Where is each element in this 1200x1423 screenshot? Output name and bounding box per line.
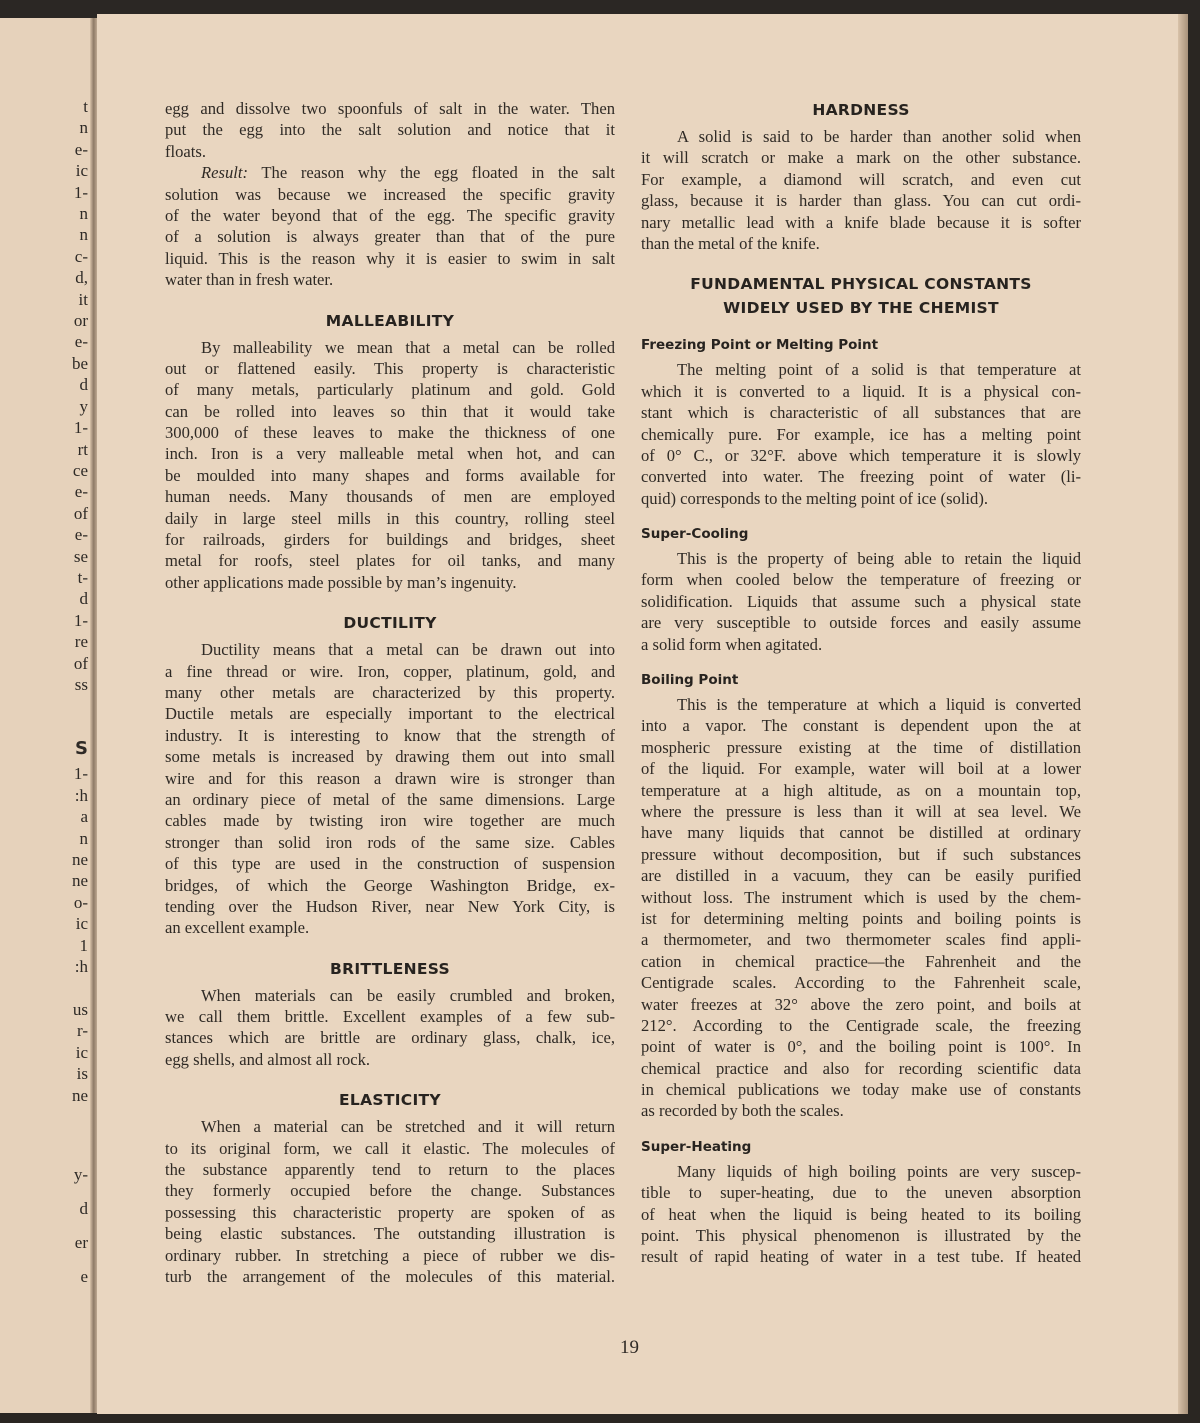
fragment-line: ic xyxy=(75,161,88,181)
text-line: converted into water. The freezing point of water (li- xyxy=(641,467,1081,487)
paragraph xyxy=(165,98,615,162)
fragment-line: of xyxy=(73,653,88,673)
text-line: industry. It is interesting to know that the strength of xyxy=(165,725,615,745)
fragment-line: ic xyxy=(75,914,88,934)
text-line: floats. xyxy=(165,141,207,161)
paragraph xyxy=(641,1161,1081,1268)
fragment-line: t xyxy=(83,97,88,116)
text-line: of many metals, particularly platinum and gold. Gold xyxy=(165,380,615,400)
text-line: of a solution is always greater than that of the pure xyxy=(165,227,615,247)
text-line: solidification. Liquids that assume such a physical state xyxy=(641,591,1081,611)
text-line: some metals is increased by drawing them out into small xyxy=(165,747,615,767)
fragment-line: ne xyxy=(71,850,88,870)
section-heading: WIDELY USED BY THE CHEMIST xyxy=(723,299,999,318)
text-line: the substance apparently tend to return to the places xyxy=(165,1160,615,1180)
text-line: water freezes at 32° above the zero point, and boils at xyxy=(641,994,1081,1014)
fragment-line: c- xyxy=(74,246,88,266)
text-line: chemically pure. For example, ice has a melting point xyxy=(641,424,1081,444)
text-line: of the water beyond that of the egg. The specific gravity xyxy=(165,205,615,225)
text-line: a fine thread or wire. Iron, copper, platinum, gold, and xyxy=(165,661,615,681)
text-line: ist for determining melting points and boiling points is xyxy=(641,908,1081,928)
text-line: as recorded by both the scales. xyxy=(641,1101,844,1121)
subsection-heading: Super-Heating xyxy=(641,1138,752,1155)
text-line: cation in chemical practice—the Fahrenheit and the xyxy=(641,951,1081,971)
text-line: Ductility means that a metal can be drawn out into xyxy=(201,640,615,660)
text-line: than the metal of the knife. xyxy=(641,233,820,253)
fragment-line: 1- xyxy=(73,764,88,784)
fragment-line: se xyxy=(73,546,88,566)
text-line: glass, because it is harder than glass. You can cut ordi- xyxy=(641,191,1081,211)
fragment-line: ne xyxy=(71,871,88,891)
fragment-line: or xyxy=(73,311,88,331)
text-line: pressure without decomposition, but if such substances xyxy=(641,844,1081,864)
text-line: point of water is 0°, and the boiling point is 100°. In xyxy=(641,1037,1081,1057)
text-line: egg and dissolve two spoonfuls of salt in the water. Then xyxy=(165,99,615,118)
text-line: mospheric pressure existing at the time of distillation xyxy=(641,737,1081,757)
fragment-line: is xyxy=(76,1064,88,1084)
text-line: into a vapor. The constant is dependent upon the at xyxy=(641,716,1081,736)
text-line: Many liquids of high boiling points are very suscep- xyxy=(677,1161,1081,1181)
fragment-line: d, xyxy=(75,268,88,288)
subsection-heading: Boiling Point xyxy=(641,672,739,689)
paragraph xyxy=(165,1116,615,1287)
text-line: to its original form, we call it elastic. The molecules of xyxy=(165,1138,615,1158)
text-line: solution was because we increased the specific gravity xyxy=(165,184,615,204)
text-line: human needs. Many thousands of men are employed xyxy=(165,487,615,507)
fragment-line: of xyxy=(73,503,88,523)
text-line: which it is converted to a liquid. It is a physical con- xyxy=(641,381,1081,401)
text-line: many other metals are characterized by this property. xyxy=(165,682,615,702)
text-line: can be rolled into leaves so thin that it would take xyxy=(165,401,615,421)
section-heading: HARDNESS xyxy=(812,101,910,119)
text-line: be moulded into many shapes and forms available for xyxy=(165,465,615,485)
text-line: are very susceptible to outside forces and easily assume xyxy=(641,613,1081,633)
text-line: The melting point of a solid is that temperature at xyxy=(677,360,1081,380)
text-line: Ductile metals are especially important to the electrical xyxy=(165,704,615,724)
fragment-line: o- xyxy=(73,892,88,912)
text-line: quid) corresponds to the melting point of ice (solid). xyxy=(641,488,989,508)
fragment-line: re xyxy=(74,632,88,652)
text-line: for railroads, girders for buildings and bridges, sheet xyxy=(165,530,615,550)
left-page-text-fragments xyxy=(72,96,88,695)
fragment-line: 1- xyxy=(73,418,88,438)
text-line: This is the property of being able to retain the liquid xyxy=(677,549,1081,569)
text-line: water than in fresh water. xyxy=(165,270,334,290)
paragraph xyxy=(641,548,1081,655)
text-line: This is the temperature at which a liquid is converted xyxy=(677,695,1081,715)
fragment-line: ce xyxy=(72,460,88,480)
text-line: out or flattened easily. This property is characteristic xyxy=(165,358,615,378)
paragraph xyxy=(165,162,615,290)
fragment-line: e- xyxy=(74,139,88,159)
text-line: daily in large steel mills in this country, rolling steel xyxy=(165,508,615,528)
text-line: have many liquids that cannot be distilled at ordinary xyxy=(641,823,1081,843)
text-line: turb the arrangement of the molecules of this material. xyxy=(165,1266,615,1286)
text-line: Result: The reason why the egg floated in the salt xyxy=(201,163,615,183)
text-line: point. This physical phenomenon is illustrated by the xyxy=(641,1226,1081,1246)
text-line: metal for roofs, steel plates for oil tanks, and many xyxy=(165,551,615,571)
text-line: When materials can be easily crumbled and broken, xyxy=(201,985,615,1005)
fragment-line: y- xyxy=(73,1165,88,1184)
text-line: When a material can be stretched and it will return xyxy=(201,1117,615,1137)
text-line: wire and for this reason a drawn wire is stronger than xyxy=(165,768,615,788)
paragraph xyxy=(165,639,615,938)
text-line: a thermometer, and two thermometer scales find appli- xyxy=(641,930,1081,950)
text-line: of 0° C., or 32°F. above which temperature it is slowly xyxy=(641,445,1081,465)
fragment-line: e- xyxy=(74,482,88,502)
paragraph xyxy=(165,985,615,1071)
fragment-line: ne xyxy=(71,1085,88,1105)
text-line: tending over the Hudson River, near New York City, is xyxy=(165,896,615,916)
text-line: put the egg into the salt solution and notice that it xyxy=(165,120,615,140)
text-line: ordinary rubber. In stretching a piece of rubber we dis- xyxy=(165,1245,615,1265)
fragment-line: ss xyxy=(74,674,88,694)
text-line: other applications made possible by man’s ingenuity. xyxy=(165,572,517,592)
fragment-line: us xyxy=(72,999,88,1019)
text-line: it will scratch or make a mark on the other substance. xyxy=(641,148,1081,168)
fragment-line: n xyxy=(79,828,88,848)
text-line: they formerly occupied before the change. Substances xyxy=(165,1181,615,1201)
fragment-line: :h xyxy=(74,785,88,805)
text-line: stant which is characteristic of all substances that are xyxy=(641,403,1081,423)
text-line: For example, a diamond will scratch, and even cut xyxy=(641,169,1081,189)
paragraph xyxy=(641,359,1081,509)
fragment-line: n xyxy=(79,118,88,138)
section-heading: MALLEABILITY xyxy=(325,311,455,330)
fragment-line: :h xyxy=(74,957,88,977)
text-line: nary metallic lead with a knife blade because it is softer xyxy=(641,212,1081,232)
left-heading-fragment: S xyxy=(75,738,88,759)
text-line: A solid is said to be harder than another solid when xyxy=(677,127,1081,146)
text-line: of heat when the liquid is being heated to its boiling xyxy=(641,1204,1081,1224)
text-line: Centigrade scales. According to the Fahrenheit scale, xyxy=(641,973,1081,993)
left-page-text-fragments-3 xyxy=(74,1158,88,1294)
text-line: 300,000 of these leaves to make the thickness of one xyxy=(165,423,615,443)
text-line: By malleability we mean that a metal can be rolled xyxy=(201,337,615,357)
text-line: without loss. The instrument which is used by the chem- xyxy=(641,887,1081,907)
text-line: chemical practice and also for recording scientific data xyxy=(641,1058,1081,1078)
text-line: in chemical publications we today make use of constants xyxy=(641,1080,1081,1100)
fragment-line: it xyxy=(78,289,88,309)
text-line: result of rapid heating of water in a test tube. If heated xyxy=(641,1247,1081,1267)
section-heading: ELASTICITY xyxy=(339,1091,441,1110)
text-line: inch. Iron is a very malleable metal when hot, and can xyxy=(165,444,615,464)
text-line: an ordinary piece of metal of the same dimensions. Large xyxy=(165,789,615,809)
subsection-heading: Super-Cooling xyxy=(641,526,749,543)
text-line: tible to super-heating, due to the uneven absorption xyxy=(641,1183,1081,1203)
text-line: we call them brittle. Excellent examples of a few sub- xyxy=(165,1007,615,1027)
fragment-line: a xyxy=(80,807,88,827)
fragment-line: 1- xyxy=(73,610,88,630)
fragment-line: n xyxy=(79,204,88,224)
text-line: of the liquid. For example, water will boil at a lower xyxy=(641,759,1081,779)
fragment-line: d xyxy=(79,375,88,395)
text-line: liquid. This is the reason why it is easier to swim in salt xyxy=(165,248,615,268)
fragment-line: 1 xyxy=(79,935,88,955)
section-heading: DUCTILITY xyxy=(343,614,437,633)
fragment-line: rt xyxy=(77,439,88,459)
text-line: possessing this characteristic property are spoken of as xyxy=(165,1202,615,1222)
page-number: 19 xyxy=(620,1337,639,1358)
fragment-line: d xyxy=(79,1199,88,1218)
section-heading: FUNDAMENTAL PHYSICAL CONSTANTS xyxy=(690,275,1032,294)
fragment-line: e- xyxy=(74,525,88,545)
text-line: cables made by twisting iron wire together are much xyxy=(165,811,615,831)
fragment-line: r- xyxy=(77,1021,88,1041)
fragment-line: t- xyxy=(77,567,88,587)
page-edge xyxy=(1178,14,1188,1414)
text-line: temperature at a high altitude, as on a mountain top, xyxy=(641,780,1081,800)
fragment-line: d xyxy=(79,589,88,609)
text-line: stances which are brittle are ordinary glass, chalk, ice, xyxy=(165,1028,615,1048)
fragment-line: ic xyxy=(75,1042,88,1062)
fragment-line: 1- xyxy=(73,182,88,202)
fragment-line: e- xyxy=(74,332,88,352)
text-line: a solid form when agitated. xyxy=(641,634,823,654)
text-line: where the pressure is less than it will at sea level. We xyxy=(641,801,1081,821)
text-line: being elastic substances. The outstanding illustration is xyxy=(165,1224,615,1244)
text-line: an excellent example. xyxy=(165,918,310,938)
paragraph xyxy=(165,337,615,594)
paragraph xyxy=(641,694,1081,1122)
fragment-line xyxy=(72,977,88,998)
right-column xyxy=(641,98,1081,1268)
subsection-heading: Freezing Point or Melting Point xyxy=(641,337,879,354)
fragment-line: n xyxy=(79,225,88,245)
text-line: egg shells, and almost all rock. xyxy=(165,1049,371,1069)
text-line: stronger than solid iron rods of the same size. Cables xyxy=(165,832,615,852)
left-column xyxy=(165,98,615,1287)
text-line: bridges, of which the George Washington Bridge, ex- xyxy=(165,875,615,895)
text-line: form when cooled below the temperature of freezing or xyxy=(641,570,1081,590)
fragment-line: be xyxy=(71,353,88,373)
text-line: 212°. According to the Centigrade scale, the freezing xyxy=(641,1015,1081,1035)
text-line: are distilled in a vacuum, they can be easily purified xyxy=(641,866,1081,886)
left-page-text-fragments-2 xyxy=(72,738,88,1106)
paragraph xyxy=(641,126,1081,254)
fragment-line: y xyxy=(79,396,88,416)
fragment-line: e xyxy=(80,1267,88,1286)
section-heading: BRITTLENESS xyxy=(330,959,450,978)
text-line: of this type are used in the construction of suspension xyxy=(165,854,615,874)
fragment-line: er xyxy=(74,1233,88,1252)
